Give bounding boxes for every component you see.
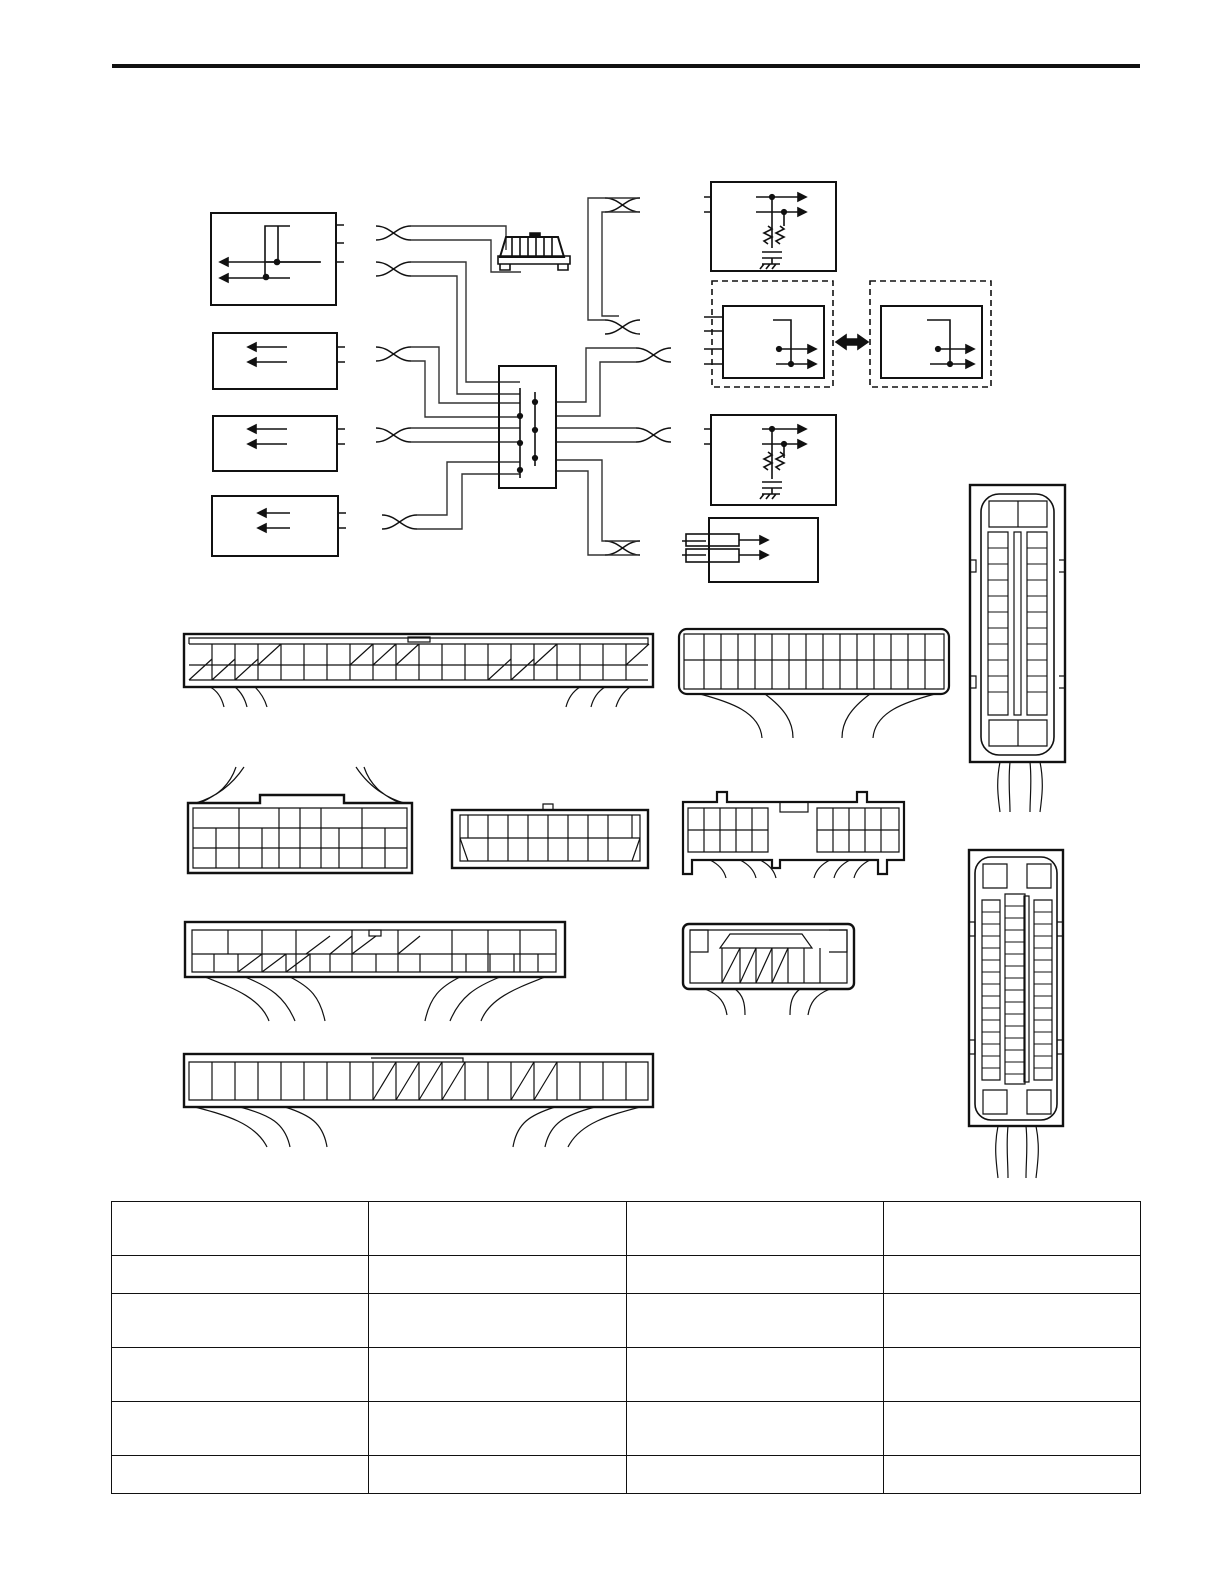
right-module-2 [704,281,833,387]
table-cell [369,1202,626,1256]
table-cell [369,1294,626,1348]
connector-face-a [184,634,653,707]
table-cell [626,1402,883,1456]
table-cell [626,1348,883,1402]
connector-face-b [679,629,949,738]
table-row [112,1348,1141,1402]
connector-face-f [683,792,904,878]
table-cell [112,1348,369,1402]
table-row [112,1294,1141,1348]
table-cell [369,1456,626,1494]
left-module-1 [211,213,344,305]
table-cell [626,1456,883,1494]
connector-face-i [184,1054,653,1147]
table-cell [369,1402,626,1456]
bidirectional-arrow [836,335,868,349]
connector-face-c [970,485,1065,812]
connector-face-e [452,804,648,868]
table-cell [626,1256,883,1294]
table-row [112,1402,1141,1456]
table-cell [112,1402,369,1456]
table-cell [883,1256,1140,1294]
right-module-5 [682,518,818,582]
legend-table [111,1201,1141,1494]
twisted-pairs [376,198,671,555]
data-link-connector [498,233,570,270]
table-cell [112,1256,369,1294]
table-cell [369,1256,626,1294]
table-cell [112,1202,369,1256]
connector-face-j [969,850,1063,1178]
right-module-1 [704,182,836,271]
table-header-row [112,1202,1141,1256]
table-cell [883,1348,1140,1402]
connector-face-d [188,767,412,873]
table-row [112,1456,1141,1494]
table-cell [112,1294,369,1348]
table-cell [883,1202,1140,1256]
table-cell [626,1294,883,1348]
left-module-3 [213,416,345,471]
left-module-4 [212,496,346,556]
right-module-4 [704,415,836,505]
table-cell [626,1202,883,1256]
harness-wires [411,198,640,555]
connector-face-h [683,924,854,1015]
table-cell [883,1294,1140,1348]
table-cell [369,1348,626,1402]
table-cell [112,1456,369,1494]
junction-connector [499,366,556,488]
table-cell [883,1402,1140,1456]
connector-face-g [185,922,565,1021]
right-module-3 [870,281,991,387]
table-row [112,1256,1141,1294]
table-cell [883,1456,1140,1494]
left-module-2 [213,333,345,389]
